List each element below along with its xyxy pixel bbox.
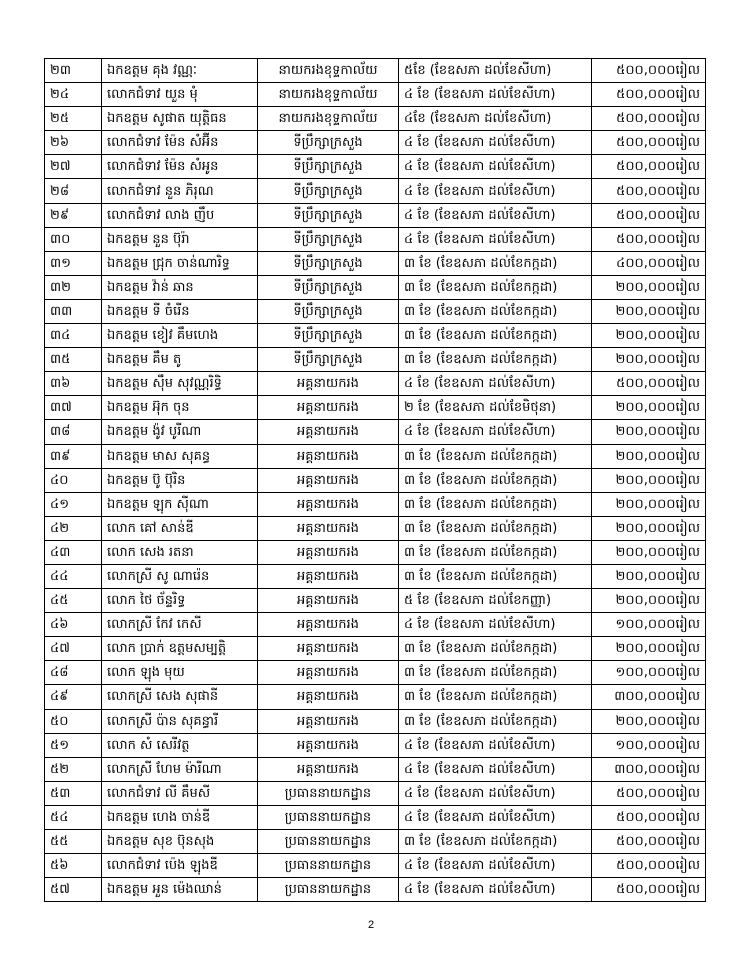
amount-cell: ៥០០,០០០រៀល <box>592 878 706 902</box>
table-row <box>45 203 706 227</box>
row-number-cell: ៤៧ <box>45 637 102 661</box>
table-row <box>45 155 706 179</box>
table-row <box>45 83 706 107</box>
row-number-cell: ៤០ <box>45 468 102 492</box>
table-row <box>45 492 706 516</box>
person-name-cell: លោកជំទាវ លី គឹមសី <box>102 781 258 805</box>
person-name-cell: លោកស្រី ហែម ម៉ារីណា <box>102 757 258 781</box>
row-number-cell: ៣៦ <box>45 372 102 396</box>
table-row <box>45 757 706 781</box>
position-cell: អគ្គនាយករង <box>258 420 399 444</box>
row-number-cell: ៥១ <box>45 733 102 757</box>
person-name-cell: ឯកឧត្តម ខៀវ គឹមហេង <box>102 324 258 348</box>
amount-cell: ៥០០,០០០រៀល <box>592 155 706 179</box>
duration-cell: ៥ ខែ (ខែឧសភា ដល់ខែកញ្ញា) <box>399 589 592 613</box>
person-name-cell: ឯកឧត្តម ប៊ូ ប៊ុរិន <box>102 468 258 492</box>
duration-cell: ៣ ខែ (ខែឧសភា ដល់ខែកក្កដា) <box>399 275 592 299</box>
allowance-table <box>44 58 706 902</box>
table-row <box>45 348 706 372</box>
row-number-cell: ២៩ <box>45 203 102 227</box>
person-name-cell: ឯកឧត្តម គុង វណ្ណៈ <box>102 59 258 83</box>
position-cell: នាយករងខុទ្ទកាល័យ <box>258 83 399 107</box>
table-row <box>45 372 706 396</box>
amount-cell: ១០០,០០០រៀល <box>592 733 706 757</box>
person-name-cell: ឯកឧត្តម សុខ ប៊ុនសុង <box>102 830 258 854</box>
position-cell: ប្រធាននាយកដ្ឋាន <box>258 830 399 854</box>
position-cell: ទីប្រឹក្សាក្រសួង <box>258 348 399 372</box>
table-row <box>45 299 706 323</box>
position-cell: អគ្គនាយករង <box>258 372 399 396</box>
table-row <box>45 878 706 902</box>
position-cell: អគ្គនាយករង <box>258 709 399 733</box>
person-name-cell: លោក សេង រតនា <box>102 540 258 564</box>
position-cell: អគ្គនាយករង <box>258 516 399 540</box>
row-number-cell: ៤២ <box>45 516 102 540</box>
amount-cell: ២០០,០០០រៀល <box>592 468 706 492</box>
person-name-cell: ឯកឧត្តម ឡុក ស៊ីណា <box>102 492 258 516</box>
duration-cell: ៤ ខែ (ខែឧសភា ដល់ខែសីហា) <box>399 83 592 107</box>
row-number-cell: ២៤ <box>45 83 102 107</box>
table-row <box>45 781 706 805</box>
duration-cell: ៥ខែ (ខែឧសភា ដល់ខែសីហា) <box>399 59 592 83</box>
person-name-cell: លោក សំ សេរីវត្ថ <box>102 733 258 757</box>
amount-cell: ៤០០,០០០រៀល <box>592 251 706 275</box>
person-name-cell: ឯកឧត្តម ជ្រុក ចាន់ណារិទ្ធ <box>102 251 258 275</box>
row-number-cell: ៥០ <box>45 709 102 733</box>
position-cell: ទីប្រឹក្សាក្រសួង <box>258 275 399 299</box>
duration-cell: ៤ ខែ (ខែឧសភា ដល់ខែសីហា) <box>399 372 592 396</box>
person-name-cell: ឯកឧត្តម ហេង ចាន់ឌី <box>102 805 258 829</box>
position-cell: ទីប្រឹក្សាក្រសួង <box>258 203 399 227</box>
table-row <box>45 227 706 251</box>
position-cell: ទីប្រឹក្សាក្រសួង <box>258 179 399 203</box>
position-cell: ទីប្រឹក្សាក្រសួង <box>258 324 399 348</box>
amount-cell: ៥០០,០០០រៀល <box>592 59 706 83</box>
amount-cell: ២០០,០០០រៀល <box>592 540 706 564</box>
duration-cell: ៤ ខែ (ខែឧសភា ដល់ខែសីហា) <box>399 131 592 155</box>
row-number-cell: ២៧ <box>45 155 102 179</box>
position-cell: នាយករងខុទ្ទកាល័យ <box>258 59 399 83</box>
position-cell: អគ្គនាយករង <box>258 589 399 613</box>
duration-cell: ៤ ខែ (ខែឧសភា ដល់ខែសីហា) <box>399 733 592 757</box>
amount-cell: ១០០,០០០រៀល <box>592 613 706 637</box>
position-cell: អគ្គនាយករង <box>258 757 399 781</box>
row-number-cell: ២៦ <box>45 131 102 155</box>
duration-cell: ៤ ខែ (ខែឧសភា ដល់ខែសីហា) <box>399 227 592 251</box>
position-cell: អគ្គនាយករង <box>258 540 399 564</box>
position-cell: អគ្គនាយករង <box>258 661 399 685</box>
duration-cell: ២ ខែ (ខែឧសភា ដល់ខែមិថុនា) <box>399 396 592 420</box>
row-number-cell: ៥២ <box>45 757 102 781</box>
table-row <box>45 709 706 733</box>
person-name-cell: លោកជំទាវ ម៉ែន សំអ៊ីន <box>102 131 258 155</box>
person-name-cell: លោកស្រី សូ ណារ៉េន <box>102 564 258 588</box>
table-row <box>45 468 706 492</box>
duration-cell: ៤ ខែ (ខែឧសភា ដល់ខែសីហា) <box>399 203 592 227</box>
table-row <box>45 637 706 661</box>
person-name-cell: ឯកឧត្តម នួន ប៊ុរ៉ា <box>102 227 258 251</box>
duration-cell: ៣ ខែ (ខែឧសភា ដល់ខែកក្កដា) <box>399 540 592 564</box>
person-name-cell: លោកស្រី កែវ កេសី <box>102 613 258 637</box>
duration-cell: ៣ ខែ (ខែឧសភា ដល់ខែកក្កដា) <box>399 492 592 516</box>
position-cell: ទីប្រឹក្សាក្រសួង <box>258 155 399 179</box>
person-name-cell: លោកស្រី សេង សុផានី <box>102 685 258 709</box>
duration-cell: ៣ ខែ (ខែឧសភា ដល់ខែកក្កដា) <box>399 564 592 588</box>
person-name-cell: ឯកឧត្តម វ៉ាន់ ឆាន <box>102 275 258 299</box>
person-name-cell: ឯកឧត្តម អ៊ុក ចុន <box>102 396 258 420</box>
duration-cell: ៤ខែ (ខែឧសភា ដល់ខែសីហា) <box>399 107 592 131</box>
position-cell: អគ្គនាយករង <box>258 733 399 757</box>
duration-cell: ៣ ខែ (ខែឧសភា ដល់ខែកក្កដា) <box>399 324 592 348</box>
row-number-cell: ៣១ <box>45 251 102 275</box>
amount-cell: ២០០,០០០រៀល <box>592 516 706 540</box>
amount-cell: ៥០០,០០០រៀល <box>592 179 706 203</box>
duration-cell: ៣ ខែ (ខែឧសភា ដល់ខែកក្កដា) <box>399 299 592 323</box>
position-cell: ប្រធាននាយកដ្ឋាន <box>258 805 399 829</box>
person-name-cell: លោកជំទាវ លាង ញឹប <box>102 203 258 227</box>
amount-cell: ២០០,០០០រៀល <box>592 564 706 588</box>
row-number-cell: ២៥ <box>45 107 102 131</box>
duration-cell: ៤ ខែ (ខែឧសភា ដល់ខែសីហា) <box>399 878 592 902</box>
person-name-cell: លោក ប្រាក់ ឧត្តមសម្បត្តិ <box>102 637 258 661</box>
amount-cell: ៣០០,០០០រៀល <box>592 685 706 709</box>
table-row <box>45 661 706 685</box>
row-number-cell: ៣០ <box>45 227 102 251</box>
duration-cell: ៤ ខែ (ខែឧសភា ដល់ខែសីហា) <box>399 179 592 203</box>
person-name-cell: លោក ឡុង មុយ <box>102 661 258 685</box>
position-cell: អគ្គនាយករង <box>258 637 399 661</box>
amount-cell: ២០០,០០០រៀល <box>592 589 706 613</box>
table-row <box>45 540 706 564</box>
position-cell: នាយករងខុទ្ទកាល័យ <box>258 107 399 131</box>
row-number-cell: ៣៥ <box>45 348 102 372</box>
table-row <box>45 830 706 854</box>
amount-cell: ២០០,០០០រៀល <box>592 348 706 372</box>
row-number-cell: ៥៥ <box>45 830 102 854</box>
row-number-cell: ២៨ <box>45 179 102 203</box>
person-name-cell: លោកជំទាវ នួន ភិរុណ <box>102 179 258 203</box>
table-row <box>45 589 706 613</box>
amount-cell: ១០០,០០០រៀល <box>592 661 706 685</box>
amount-cell: ៣០០,០០០រៀល <box>592 757 706 781</box>
amount-cell: ៥០០,០០០រៀល <box>592 372 706 396</box>
amount-cell: ២០០,០០០រៀល <box>592 396 706 420</box>
position-cell: ប្រធាននាយកដ្ឋាន <box>258 878 399 902</box>
row-number-cell: ៤៥ <box>45 589 102 613</box>
row-number-cell: ៥៣ <box>45 781 102 805</box>
table-row <box>45 516 706 540</box>
table-row <box>45 685 706 709</box>
person-name-cell: លោក ថៃ ច័ន្ទរិទ្ធ <box>102 589 258 613</box>
position-cell: អគ្គនាយករង <box>258 685 399 709</box>
person-name-cell: ឯកឧត្តម ទី ចំរើន <box>102 299 258 323</box>
position-cell: ទីប្រឹក្សាក្រសួង <box>258 227 399 251</box>
position-cell: ទីប្រឹក្សាក្រសួង <box>258 299 399 323</box>
person-name-cell: ឯកឧត្តម ស៊ឹម សុវណ្ណរិទ្ធិ <box>102 372 258 396</box>
row-number-cell: ៣៨ <box>45 420 102 444</box>
position-cell: អគ្គនាយករង <box>258 492 399 516</box>
row-number-cell: ៥៦ <box>45 854 102 878</box>
table-row <box>45 275 706 299</box>
person-name-cell: លោកស្រី ប៉ាន សុគន្ធារី <box>102 709 258 733</box>
table-row <box>45 613 706 637</box>
amount-cell: ៥០០,០០០រៀល <box>592 854 706 878</box>
duration-cell: ៣ ខែ (ខែឧសភា ដល់ខែកក្កដា) <box>399 468 592 492</box>
amount-cell: ៥០០,០០០រៀល <box>592 805 706 829</box>
position-cell: ទីប្រឹក្សាក្រសួង <box>258 251 399 275</box>
duration-cell: ៣ ខែ (ខែឧសភា ដល់ខែកក្កដា) <box>399 516 592 540</box>
row-number-cell: ៤៩ <box>45 685 102 709</box>
amount-cell: ៥០០,០០០រៀល <box>592 203 706 227</box>
allowance-table-body <box>45 59 706 902</box>
duration-cell: ៤ ខែ (ខែឧសភា ដល់ខែសីហា) <box>399 420 592 444</box>
table-row <box>45 854 706 878</box>
row-number-cell: ៥៤ <box>45 805 102 829</box>
duration-cell: ៣ ខែ (ខែឧសភា ដល់ខែកក្កដា) <box>399 709 592 733</box>
duration-cell: ៤ ខែ (ខែឧសភា ដល់ខែសីហា) <box>399 155 592 179</box>
table-row <box>45 396 706 420</box>
duration-cell: ៤ ខែ (ខែឧសភា ដល់ខែសីហា) <box>399 854 592 878</box>
position-cell: ប្រធាននាយកដ្ឋាន <box>258 781 399 805</box>
person-name-cell: ឯកឧត្តម គឹម តូ <box>102 348 258 372</box>
person-name-cell: ឯកឧត្តម សូផាត យុត្តិធន <box>102 107 258 131</box>
row-number-cell: ៤៤ <box>45 564 102 588</box>
table-row <box>45 131 706 155</box>
row-number-cell: ៤៣ <box>45 540 102 564</box>
table-row <box>45 444 706 468</box>
amount-cell: ២០០,០០០រៀល <box>592 444 706 468</box>
row-number-cell: ៤៨ <box>45 661 102 685</box>
page-number: 2 <box>367 919 375 931</box>
table-row <box>45 733 706 757</box>
duration-cell: ៤ ខែ (ខែឧសភា ដល់ខែសីហា) <box>399 613 592 637</box>
row-number-cell: ៥៧ <box>45 878 102 902</box>
row-number-cell: ៤៦ <box>45 613 102 637</box>
row-number-cell: ៣៩ <box>45 444 102 468</box>
position-cell: ទីប្រឹក្សាក្រសួង <box>258 131 399 155</box>
duration-cell: ៤ ខែ (ខែឧសភា ដល់ខែសីហា) <box>399 781 592 805</box>
amount-cell: ៥០០,០០០រៀល <box>592 227 706 251</box>
person-name-cell: ឯកឧត្តម ង៉ូវ បូរីណា <box>102 420 258 444</box>
duration-cell: ៣ ខែ (ខែឧសភា ដល់ខែកក្កដា) <box>399 251 592 275</box>
row-number-cell: ២៣ <box>45 59 102 83</box>
table-row <box>45 564 706 588</box>
person-name-cell: លោកជំទាវ ប៉េង ឡុងឌី <box>102 854 258 878</box>
duration-cell: ៣ ខែ (ខែឧសភា ដល់ខែកក្កដា) <box>399 685 592 709</box>
duration-cell: ៤ ខែ (ខែឧសភា ដល់ខែសីហា) <box>399 757 592 781</box>
amount-cell: ២០០,០០០រៀល <box>592 709 706 733</box>
duration-cell: ៣ ខែ (ខែឧសភា ដល់ខែកក្កដា) <box>399 348 592 372</box>
amount-cell: ៥០០,០០០រៀល <box>592 830 706 854</box>
table-row <box>45 324 706 348</box>
amount-cell: ៥០០,០០០រៀល <box>592 131 706 155</box>
amount-cell: ៥០០,០០០រៀល <box>592 107 706 131</box>
position-cell: អគ្គនាយករង <box>258 396 399 420</box>
amount-cell: ២០០,០០០រៀល <box>592 492 706 516</box>
duration-cell: ៣ ខែ (ខែឧសភា ដល់ខែកក្កដា) <box>399 661 592 685</box>
amount-cell: ២០០,០០០រៀល <box>592 299 706 323</box>
amount-cell: ៥០០,០០០រៀល <box>592 83 706 107</box>
duration-cell: ៤ ខែ (ខែឧសភា ដល់ខែសីហា) <box>399 805 592 829</box>
table-row <box>45 107 706 131</box>
person-name-cell: លោកជំទាវ យួន មុំ <box>102 83 258 107</box>
table-row <box>45 805 706 829</box>
amount-cell: ៥០០,០០០រៀល <box>592 781 706 805</box>
person-name-cell: ឯកឧត្តម មាស សុគន្ធ <box>102 444 258 468</box>
position-cell: អគ្គនាយករង <box>258 564 399 588</box>
amount-cell: ២០០,០០០រៀល <box>592 637 706 661</box>
position-cell: អគ្គនាយករង <box>258 444 399 468</box>
position-cell: ប្រធាននាយកដ្ឋាន <box>258 854 399 878</box>
table-row <box>45 59 706 83</box>
position-cell: អគ្គនាយករង <box>258 468 399 492</box>
row-number-cell: ៣៣ <box>45 299 102 323</box>
row-number-cell: ៣៧ <box>45 396 102 420</box>
duration-cell: ៣ ខែ (ខែឧសភា ដល់ខែកក្កដា) <box>399 830 592 854</box>
amount-cell: ២០០,០០០រៀល <box>592 420 706 444</box>
amount-cell: ២០០,០០០រៀល <box>592 324 706 348</box>
position-cell: អគ្គនាយករង <box>258 613 399 637</box>
table-row <box>45 179 706 203</box>
table-row <box>45 251 706 275</box>
person-name-cell: លោកជំទាវ ម៉ែន សំអូន <box>102 155 258 179</box>
person-name-cell: ឯកឧត្តម អួន ម៉េងឈាន់ <box>102 878 258 902</box>
row-number-cell: ៤១ <box>45 492 102 516</box>
table-row <box>45 420 706 444</box>
duration-cell: ៣ ខែ (ខែឧសភា ដល់ខែកក្កដា) <box>399 637 592 661</box>
duration-cell: ៣ ខែ (ខែឧសភា ដល់ខែកក្កដា) <box>399 444 592 468</box>
row-number-cell: ៣២ <box>45 275 102 299</box>
person-name-cell: លោក គៅ សាន់ឌី <box>102 516 258 540</box>
amount-cell: ២០០,០០០រៀល <box>592 275 706 299</box>
row-number-cell: ៣៤ <box>45 324 102 348</box>
